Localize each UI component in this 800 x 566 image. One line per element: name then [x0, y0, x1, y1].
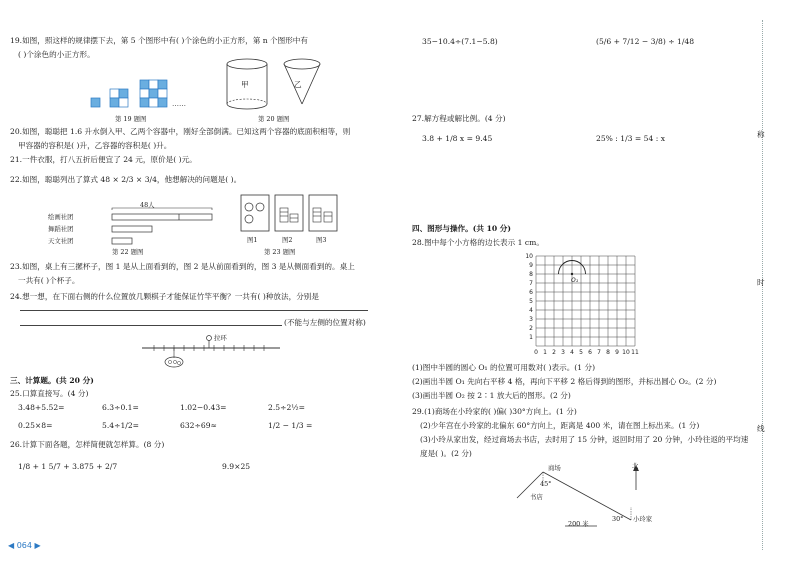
grid-x-tick: 8	[606, 349, 610, 356]
q28-title: 28.图中每个小方格的边长表示 1 cm。	[412, 238, 544, 247]
section-3-heading: 三、计算题。(共 20 分)	[10, 376, 94, 385]
q29-sub-2: (2)少年宫在小玲家的北偏东 60°方向上，距离是 400 米，请在图上标出来。(1 分)	[420, 421, 700, 430]
q23-cap-2: 图2	[282, 236, 293, 244]
q24-line: 24.想一想，在下面右侧的什么位置放几颗棋子才能保证竹竿平衡？一共有( )种放法，分别是	[10, 292, 319, 301]
q28-grid-figure	[524, 248, 654, 360]
expr-a: 35−10.4÷(7.1−5.8)	[422, 37, 498, 46]
q21-text: 21.一件衣服，打八五折后便宜了 24 元，原价是( )元。	[10, 155, 197, 164]
q28-sub-2: (2)画出半圆 O₁ 先向右平移 4 格，再向下平移 2 格后得到的图形，并标出圆心 O₂。(2 分)	[412, 377, 717, 386]
grid-x-tick: 7	[597, 349, 601, 356]
page-number-text: 064	[16, 541, 32, 550]
grid-y-tick: 6	[529, 289, 533, 296]
grid-y-tick: 2	[529, 325, 533, 332]
q20-label-yi: 乙	[294, 80, 302, 89]
grid-x-tick: 11	[631, 349, 639, 356]
grid-x-tick: 2	[552, 349, 556, 356]
grid-y-tick: 8	[529, 271, 533, 278]
q29-sub-3b: 度是( )。(2 分)	[420, 449, 472, 458]
q27-title: 27.解方程或解比例。(4 分)	[412, 114, 506, 123]
q22-text: 22.如图，聪聪列出了算式 48 × 2/3 × 3/4，他想解决的问题是( )。	[10, 175, 242, 184]
grid-x-tick: 1	[543, 349, 547, 356]
q28-sub-3: (3)画出半圆 O₂ 按 2∶1 放大后的图形。(2 分)	[412, 391, 571, 400]
q25-item-8: 1/2 − 1/3 =	[268, 421, 313, 430]
q29-sub-3a: (3)小玲从家出发，经过商场去书店，去时用了 15 分钟，返回时用了 20 分钟，小玲往返的平均速	[420, 435, 749, 444]
q24-answer-line-2	[20, 325, 282, 326]
q25-item-7: 632÷69≈	[180, 421, 217, 430]
q25-item-3: 1.02−0.43=	[180, 403, 227, 412]
grid-x-tick: 10	[622, 349, 630, 356]
center-point-o1	[571, 273, 573, 275]
q22-figure	[84, 206, 224, 246]
q25-item-2: 6.3÷0.1=	[102, 403, 139, 412]
section-4-heading: 四、图形与操作。(共 10 分)	[412, 224, 511, 233]
grid-y-tick: 3	[529, 316, 533, 323]
grid-x-tick: 5	[579, 349, 583, 356]
q22-row-3: 天文社团	[48, 237, 74, 245]
expr-b: (5/6 + 7/12 − 3/8) ÷ 1/48	[596, 37, 695, 46]
map-angle-30: 30°	[612, 515, 624, 523]
q25-item-5: 0.25×8=	[18, 421, 53, 430]
q20-line2: 甲容器的容积是( )升，乙容器的容积是( )升。	[18, 141, 172, 150]
grid-x-tick: 4	[570, 349, 574, 356]
grid-x-tick: 3	[561, 349, 565, 356]
q22-caption: 第 22 题图	[112, 248, 144, 256]
grid-y-tick: 9	[529, 262, 533, 269]
q20-caption: 第 20 题图	[258, 115, 290, 123]
grid-y-tick: 7	[529, 280, 533, 287]
grid-x-tick: 0	[534, 349, 538, 356]
q20-line1: 20.如图，聪聪把 1.6 升水倒入甲、乙两个容器中，刚好全部倒满。已知这两个容器的底面积相等，则	[10, 127, 351, 136]
q23-line2: 一共有( )个杯子。	[18, 276, 80, 285]
q26-expr-1: 1/8 + 1 5/7 + 3.875 + 2/7	[18, 462, 118, 471]
q24-answer-line-1	[20, 310, 368, 311]
q23-cap-1: 图1	[247, 236, 258, 244]
margin-char-2: 时	[757, 278, 765, 287]
grid-y-tick: 4	[529, 307, 533, 314]
map-north: 北	[632, 462, 639, 470]
grid-y-tick: 1	[529, 334, 533, 341]
svg-text:……: ……	[172, 100, 186, 108]
map-home: 小玲家	[633, 515, 653, 523]
map-bookstore: 书店	[530, 493, 543, 501]
grid-x-tick: 9	[615, 349, 619, 356]
margin-char-3: 线	[757, 424, 765, 433]
map-mall: 商场	[548, 464, 561, 472]
grid-x-tick: 6	[588, 349, 592, 356]
q25-item-1: 3.48+5.52=	[18, 403, 65, 412]
q22-total-label: 48人	[140, 201, 155, 209]
q23-cap-3: 图3	[316, 236, 327, 244]
center-label-o1: O₁	[571, 277, 579, 284]
q28-sub-1: (1)图中半圆的圆心 O₁ 的位置可用数对( )表示。(1 分)	[412, 363, 596, 372]
q26-title: 26.计算下面各题，怎样简便就怎样算。(8 分)	[10, 440, 165, 449]
q19-line1: 19.如图，照这样的规律摆下去，第 5 个图形中有( )个涂色的小正方形，第 n 个图形中有	[10, 36, 308, 45]
q27-eq-1: 3.8 + 1/8 x = 9.45	[422, 134, 493, 143]
q19-figure	[88, 72, 198, 112]
q23-caption: 第 23 题图	[264, 248, 296, 256]
q20-figure	[222, 54, 342, 114]
q25-title: 25.口算直接写。(4 分)	[10, 389, 89, 398]
q26-expr-2: 9.9×25	[222, 462, 251, 471]
q24-ring-label: 拉环	[214, 334, 227, 342]
q20-label-jia: 甲	[241, 80, 249, 89]
q29-line-1: 29.(1)商场在小玲家的( )偏( )30°方向上。(1 分)	[412, 407, 577, 416]
q23-figure	[240, 194, 340, 234]
q23-line1: 23.如图，桌上有三摞杯子，图 1 是从上面看到的，图 2 是从前面看到的，图 3 是从侧面看到的。桌上	[10, 262, 355, 271]
q22-row-2: 舞蹈社团	[48, 225, 74, 233]
map-scale: 200 米	[568, 520, 589, 528]
q22-row-1: 绘画社团	[48, 213, 74, 221]
margin-char-1: 称	[757, 130, 765, 139]
q27-eq-2: 25% : 1/3 = 54 : x	[596, 134, 666, 143]
map-angle-45: 45°	[540, 480, 552, 488]
q19-caption: 第 19 题图	[115, 115, 147, 123]
page-number: ◀ 064 ▶	[8, 541, 41, 550]
q25-item-4: 2.5÷2½=	[268, 403, 305, 412]
q24-note: (不能与左侧的位置对称)	[284, 318, 366, 327]
q19-line2: ( )个涂色的小正方形。	[18, 50, 95, 59]
grid-y-tick: 10	[525, 253, 533, 260]
q25-item-6: 5.4÷1/2=	[102, 421, 140, 430]
grid-y-tick: 5	[529, 298, 533, 305]
